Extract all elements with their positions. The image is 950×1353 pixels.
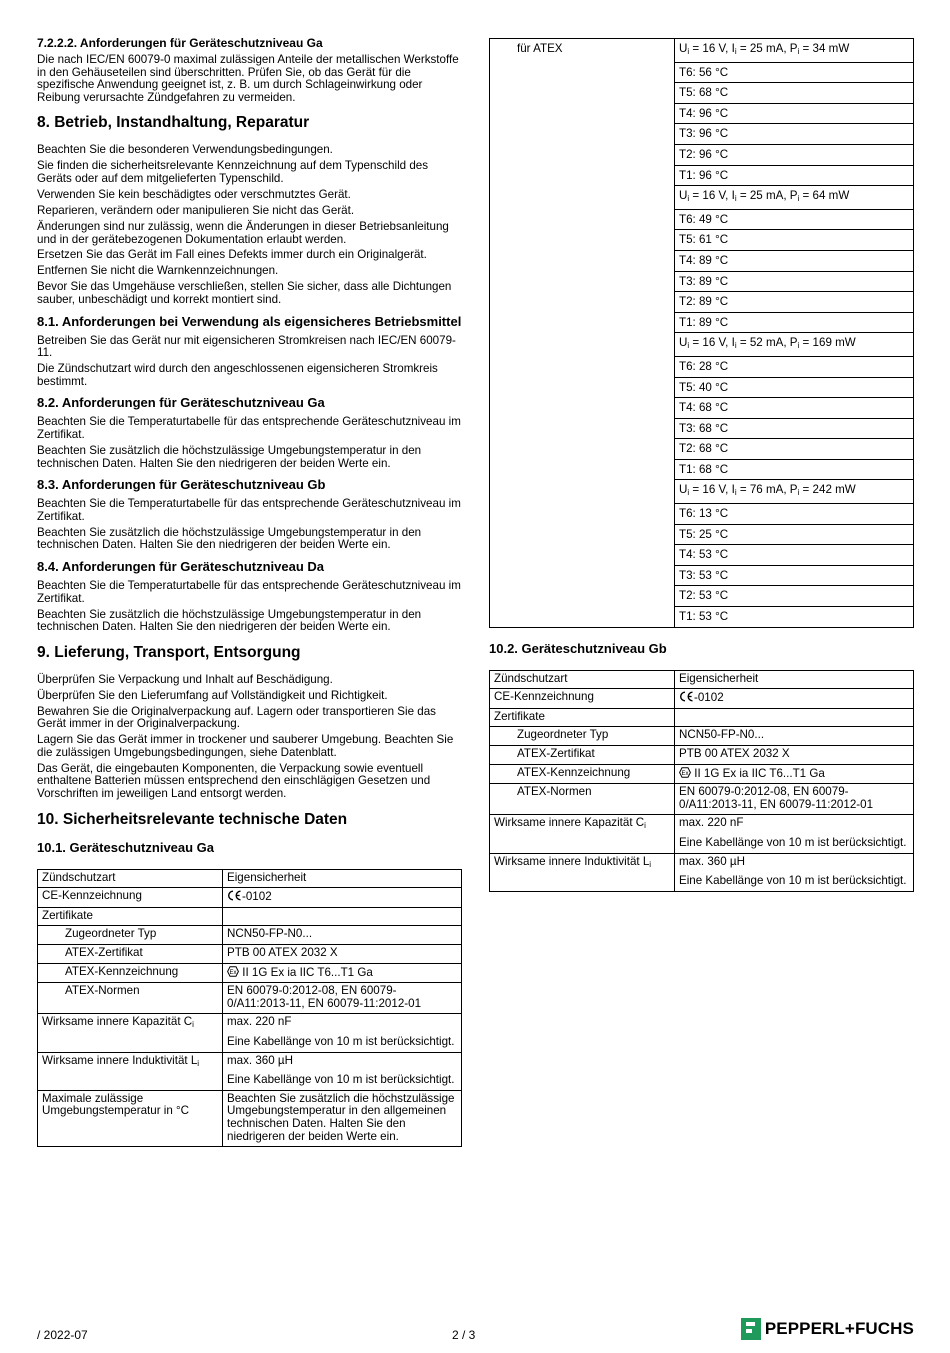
subscript: i	[687, 341, 690, 351]
subscript: i	[734, 341, 737, 351]
paragraph: Ersetzen Sie das Gerät im Fall eines Defekts immer durch ein Originalgerät.	[37, 248, 427, 262]
heading-8-3: 8.3. Anforderungen für Geräteschutzniveau Gb	[37, 477, 326, 493]
current-value: 52 mA	[749, 336, 784, 350]
cell-value: EN 60079-0:2012-08, EN 60079-0/A11:2013-11, EN 60079-11:2012-01	[223, 983, 462, 1014]
table-row	[38, 1090, 462, 1146]
cell-label: ATEX-Normen	[490, 784, 675, 815]
temperature-class: T4: 53 °C	[675, 545, 914, 566]
table-row	[490, 727, 914, 746]
label-text: Wirksame innere Kapazität C	[494, 816, 645, 830]
temperature-class: T6: 56 °C	[675, 62, 914, 83]
left-column	[37, 36, 462, 1147]
subscript: i	[734, 488, 737, 498]
cell-label	[490, 853, 675, 891]
table-row	[38, 963, 462, 983]
ce-mark-icon	[679, 691, 694, 702]
temperature-class: T6: 28 °C	[675, 356, 914, 377]
paragraph: Beachten Sie die Temperaturtabelle für das entsprechende Geräteschutzniveau im Zertifikat.	[37, 497, 461, 523]
svg-text:Ex: Ex	[681, 770, 689, 777]
label-text: Wirksame innere Kapazität C	[42, 1015, 193, 1029]
paragraph: Überprüfen Sie Verpackung und Inhalt auf Beschädigung.	[37, 672, 333, 686]
table-row	[490, 708, 914, 727]
electrical-params: $U_i = 16$ V, $I_i = 25$ mA, $P_i = 34$ mW	[675, 39, 914, 63]
cell-label: ATEX-Kennzeichnung	[490, 764, 675, 784]
cell-value	[223, 907, 462, 926]
section-8-4	[37, 560, 462, 634]
cell-value	[675, 815, 914, 853]
temperature-class: T2: 53 °C	[675, 586, 914, 607]
cell-label: ATEX-Normen	[38, 983, 223, 1014]
paragraph: Sie finden die sicherheitsrelevante Kennzeichnung auf dem Typenschild des Geräts oder auf dem mitgelieferten Typenschild.	[37, 159, 429, 185]
current-value: 76 mA	[749, 483, 784, 497]
paragraph: Beachten Sie zusätzlich die höchstzulässige Umgebungstemperatur in den technischen Daten. Halten Sie den niedrigeren der beiden Werte ein.	[37, 525, 422, 552]
cell-label	[38, 1052, 223, 1090]
atex-marking: II 1G Ex ia IIC T6...T1 Ga	[694, 766, 825, 780]
cell-label: Zündschutzart	[38, 869, 223, 888]
table-row	[490, 689, 914, 709]
paragraph: Überprüfen Sie den Lieferumfang auf Vollständigkeit und Richtigkeit.	[37, 688, 388, 702]
footer-date: / 2022-07	[37, 1328, 88, 1342]
temperature-class: T4: 68 °C	[675, 398, 914, 419]
temperature-class: T5: 25 °C	[675, 524, 914, 545]
temperature-table	[489, 38, 914, 628]
cell-value: NCN50-FP-N0...	[675, 727, 914, 746]
voltage-value: 16 V	[702, 189, 726, 203]
cell-label: ATEX-Zertifikat	[38, 944, 223, 963]
paragraph: Die nach IEC/EN 60079-0 maximal zulässigen Anteile der metallischen Werkstoffe in den Gehäuseteilen sind überschritten. Prüfen Sie, ob das Gerät für die spezifische Anwendung geeignet ist, z. B. um durch Schlageinwirkung oder Reibung verursachte Zündgefahren zu vermeiden.	[37, 53, 459, 104]
cell-label: Zugeordneter Typ	[490, 727, 675, 746]
cell-value: PTB 00 ATEX 2032 X	[223, 944, 462, 963]
value-line: Eine Kabellänge von 10 m ist berücksichtigt.	[227, 1034, 455, 1048]
cell-value	[675, 853, 914, 891]
current-value: 25 mA	[749, 42, 784, 55]
table-row	[38, 869, 462, 888]
table-row	[38, 1014, 462, 1052]
section-8-2	[37, 396, 462, 470]
cell-label: Maximale zulässige Umgebungstemperatur in °C	[38, 1090, 223, 1146]
temperature-class: T3: 96 °C	[675, 124, 914, 145]
temperature-class: T2: 96 °C	[675, 144, 914, 165]
cell-value: NCN50-FP-N0...	[223, 926, 462, 945]
cell-label: CE-Kennzeichnung	[490, 689, 675, 709]
cell-value	[223, 888, 462, 908]
cell-value: PTB 00 ATEX 2032 X	[675, 746, 914, 765]
page-number: 2 / 3	[452, 1328, 476, 1342]
spec-table-ga	[37, 869, 462, 1148]
cell-value: Beachten Sie zusätzlich die höchstzulässige Umgebungstemperatur in den allgemeinen technischen Daten. Halten Sie den niedrigeren der beiden Werte ein.	[223, 1090, 462, 1146]
cell-value: Eigensicherheit	[675, 670, 914, 689]
paragraph: Bevor Sie das Umgehäuse verschließen, stellen Sie sicher, dass alle Dichtungen sauber, unbeschädigt und korrekt montiert sind.	[37, 280, 452, 307]
section-7-2-2-2	[37, 36, 462, 104]
temperature-class: T5: 68 °C	[675, 83, 914, 104]
temperature-class: T2: 89 °C	[675, 292, 914, 313]
heading-8: 8. Betrieb, Instandhaltung, Reparatur	[37, 114, 310, 132]
subscript: i	[797, 488, 800, 498]
power-value: 34 mW	[812, 42, 850, 55]
table-row	[490, 39, 914, 63]
paragraph: Beachten Sie die Temperaturtabelle für das entsprechende Geräteschutzniveau im Zertifikat.	[37, 578, 461, 605]
subscript: i	[687, 47, 690, 56]
paragraph: Entfernen Sie nicht die Warnkennzeichnungen.	[37, 264, 279, 278]
value-line: max. 220 nF	[227, 1015, 292, 1029]
current-value: 25 mA	[749, 189, 784, 203]
subscript: i	[644, 821, 646, 831]
table-row	[490, 670, 914, 689]
temperature-class: T1: 96 °C	[675, 165, 914, 186]
paragraph: Verwenden Sie kein beschädigtes oder verschmutztes Gerät.	[37, 187, 351, 201]
value-line: max. 360 µH	[227, 1053, 293, 1067]
electrical-params: $U_i = 16$ V, $I_i = 52$ mA, $P_i = 169$ mW	[675, 333, 914, 357]
table-row	[490, 746, 914, 765]
cell-value: Eigensicherheit	[223, 869, 462, 888]
section-10-1	[37, 841, 462, 1148]
temperature-class: T6: 49 °C	[675, 209, 914, 230]
temperature-class: T1: 89 °C	[675, 312, 914, 333]
table-row	[38, 888, 462, 908]
value-line: max. 220 nF	[679, 816, 744, 830]
temperature-class: T5: 40 °C	[675, 377, 914, 398]
heading-7-2-2-2: 7.2.2.2. Anforderungen für Geräteschutzniveau Ga	[37, 36, 323, 50]
temperature-class: T6: 13 °C	[675, 504, 914, 525]
power-value: 169 mW	[812, 336, 856, 350]
cell-label: für ATEX	[490, 39, 675, 628]
electrical-params: $U_i = 16$ V, $I_i = 76$ mA, $P_i = 242$ mW	[675, 480, 914, 504]
paragraph: Die Zündschutzart wird durch den angeschlossenen eigensicheren Stromkreis bestimmt.	[37, 362, 438, 388]
temperature-class: T1: 68 °C	[675, 459, 914, 480]
voltage-value: 16 V	[702, 42, 726, 55]
temperature-table-body	[490, 39, 914, 628]
heading-10-2: 10.2. Geräteschutzniveau Gb	[489, 640, 667, 656]
subscript: i	[687, 488, 690, 498]
cell-value	[223, 1014, 462, 1052]
section-10	[37, 811, 462, 829]
atex-marking: II 1G Ex ia IIC T6...T1 Ga	[242, 965, 373, 979]
subscript: i	[797, 341, 800, 351]
value-line: Eine Kabellänge von 10 m ist berücksichtigt.	[679, 874, 907, 888]
paragraph: Änderungen sind nur zulässig, wenn die Änderungen in dieser Betriebsanleitung und in der gerätebezogenen Dokumentation erlaubt werden.	[37, 219, 449, 246]
page-footer	[37, 1319, 914, 1348]
subscript: i	[797, 47, 800, 56]
brand-name: PEPPERL+FUCHS	[764, 1319, 914, 1338]
label-text: Wirksame innere Induktivität L	[494, 854, 650, 868]
heading-8-4: 8.4. Anforderungen für Geräteschutzniveau Da	[37, 558, 325, 574]
temperature-class: T3: 68 °C	[675, 418, 914, 439]
paragraph: Betreiben Sie das Gerät nur mit eigensicheren Stromkreisen nach IEC/EN 60079-11.	[37, 333, 456, 360]
subscript: i	[734, 47, 737, 56]
cell-label: CE-Kennzeichnung	[38, 888, 223, 908]
table-row	[490, 853, 914, 891]
ce-number: -0102	[694, 691, 724, 705]
cell-label	[490, 815, 675, 853]
cell-value	[675, 689, 914, 709]
paragraph: Bewahren Sie die Originalverpackung auf. Lagern oder transportieren Sie das Gerät immer in der Originalverpackung.	[37, 704, 436, 731]
section-8-1	[37, 315, 462, 389]
table-row	[490, 784, 914, 815]
subscript: i	[734, 194, 737, 204]
heading-8-1: 8.1. Anforderungen bei Verwendung als eigensicheres Betriebsmittel	[37, 313, 462, 329]
table-row	[490, 815, 914, 853]
svg-text:Ex: Ex	[229, 969, 237, 976]
paragraph: Beachten Sie zusätzlich die höchstzulässige Umgebungstemperatur in den technischen Daten. Halten Sie den niedrigeren der beiden Werte ein.	[37, 607, 422, 634]
cell-value	[223, 1052, 462, 1090]
paragraph: Reparieren, verändern oder manipulieren Sie nicht das Gerät.	[37, 203, 355, 217]
temperature-class: T3: 53 °C	[675, 565, 914, 586]
cell-label: ATEX-Zertifikat	[490, 746, 675, 765]
ex-hexagon-icon	[227, 966, 239, 977]
ce-mark-icon	[227, 890, 242, 901]
paragraph: Lagern Sie das Gerät immer in trockener und sauberer Umgebung. Beachten Sie die zulässigen Umgebungsbedingungen, siehe Datenblatt.	[37, 733, 454, 759]
cell-value	[675, 708, 914, 727]
temperature-class: T1: 53 °C	[675, 607, 914, 628]
temperature-class: T5: 61 °C	[675, 230, 914, 251]
cell-label	[38, 1014, 223, 1052]
temperature-class: T4: 89 °C	[675, 250, 914, 271]
power-value: 64 mW	[812, 189, 850, 203]
voltage-value: 16 V	[702, 483, 726, 497]
temperature-class: T4: 96 °C	[675, 103, 914, 124]
pepperl-fuchs-logo-icon	[741, 1318, 761, 1340]
section-9	[37, 644, 462, 801]
cell-value	[675, 764, 914, 784]
label-text: Wirksame innere Induktivität L	[42, 1053, 198, 1067]
heading-10-1: 10.1. Geräteschutzniveau Ga	[37, 839, 215, 855]
table-row	[38, 944, 462, 963]
value-line: Eine Kabellänge von 10 m ist berücksichtigt.	[679, 835, 907, 849]
section-8-3	[37, 478, 462, 552]
right-column	[489, 38, 914, 892]
section-8	[37, 114, 462, 306]
subscript: i	[192, 1020, 194, 1030]
subscript: i	[197, 1058, 200, 1068]
cell-label: Zündschutzart	[490, 670, 675, 689]
voltage-value: 16 V	[702, 336, 726, 350]
paragraph: Beachten Sie die Temperaturtabelle für das entsprechende Geräteschutzniveau im Zertifikat.	[37, 415, 461, 441]
cell-label: Zugeordneter Typ	[38, 926, 223, 945]
value-line: max. 360 µH	[679, 854, 745, 868]
heading-8-2: 8.2. Anforderungen für Geräteschutzniveau Ga	[37, 395, 325, 411]
cell-label: Zertifikate	[490, 708, 675, 727]
temperature-class: T2: 68 °C	[675, 439, 914, 460]
subscript: i	[797, 194, 800, 204]
ex-hexagon-icon	[679, 767, 691, 778]
subscript: i	[649, 859, 652, 869]
temperature-class: T3: 89 °C	[675, 271, 914, 292]
heading-9: 9. Lieferung, Transport, Entsorgung	[37, 643, 301, 661]
cell-label: Zertifikate	[38, 907, 223, 926]
table-row	[490, 764, 914, 784]
spec-table-gb	[489, 670, 914, 892]
paragraph: Das Gerät, die eingebauten Komponenten, die Verpackung sowie eventuell enthaltene Batterien müssen entsprechend den einschlägigen Gesetzen und Vorschriften im jeweiligen Land entsorgt werden.	[37, 761, 431, 801]
heading-10: 10. Sicherheitsrelevante technische Daten	[37, 810, 348, 828]
table-row	[38, 983, 462, 1014]
power-value: 242 mW	[812, 483, 856, 497]
paragraph: Beachten Sie die besonderen Verwendungsbedingungen.	[37, 143, 333, 157]
ce-number: -0102	[242, 890, 272, 904]
subscript: i	[687, 194, 690, 204]
brand-logo	[741, 1318, 914, 1340]
cell-label: ATEX-Kennzeichnung	[38, 963, 223, 983]
table-row	[38, 1052, 462, 1090]
electrical-params: $U_i = 16$ V, $I_i = 25$ mA, $P_i = 64$ mW	[675, 186, 914, 210]
cell-value	[223, 963, 462, 983]
value-line: Eine Kabellänge von 10 m ist berücksichtigt.	[227, 1073, 455, 1087]
paragraph: Beachten Sie zusätzlich die höchstzulässige Umgebungstemperatur in den technischen Daten. Halten Sie den niedrigeren der beiden Werte ein.	[37, 443, 422, 470]
cell-value: EN 60079-0:2012-08, EN 60079-0/A11:2013-11, EN 60079-11:2012-01	[675, 784, 914, 815]
table-row	[38, 907, 462, 926]
table-row	[38, 926, 462, 945]
